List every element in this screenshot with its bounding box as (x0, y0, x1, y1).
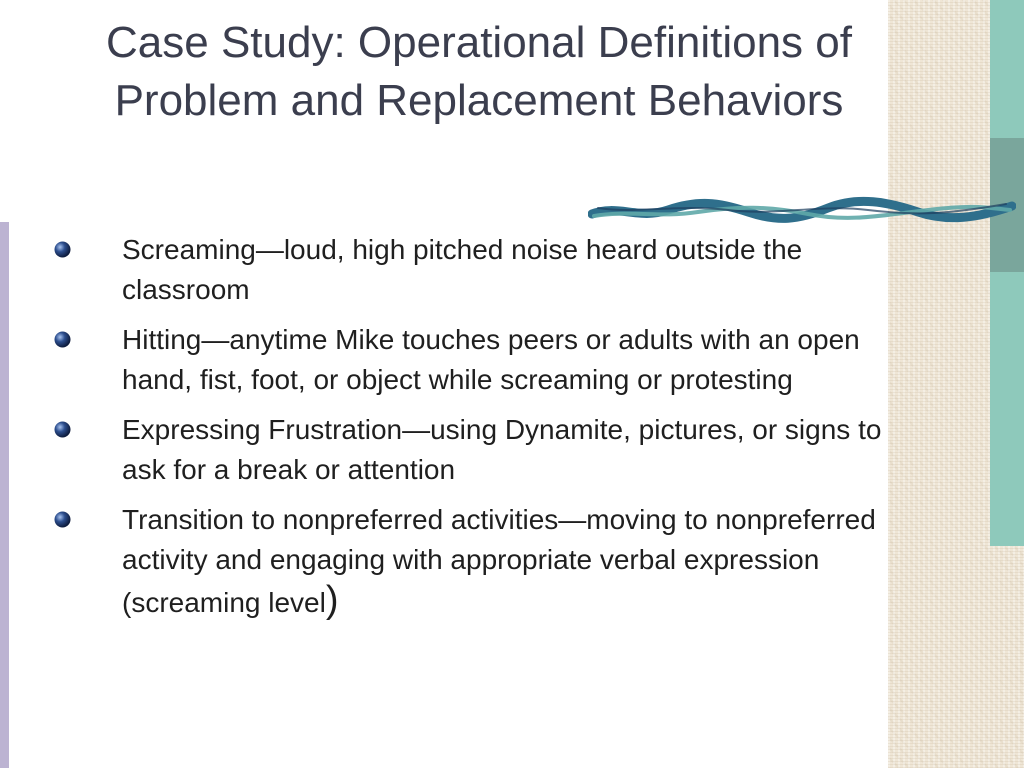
sphere-bullet-icon (54, 511, 71, 528)
bullet-item-hitting (50, 320, 910, 400)
bullet-item-screaming (50, 230, 910, 310)
sphere-bullet-icon (54, 241, 71, 258)
slide-title: Case Study: Operational Definitions of Problem and Replacement Behaviors (106, 18, 852, 125)
bullet-item-expressing-frustration (50, 410, 910, 490)
bullet-item-transition (50, 500, 910, 623)
sphere-bullet-icon (54, 331, 71, 348)
lavender-left-bar (0, 222, 9, 768)
teal-accent-strip (990, 0, 1024, 546)
bullet-text: Screaming—loud, high pitched noise heard outside the classroom (122, 234, 803, 305)
bullet-text: Expressing Frustration—using Dynamite, pictures, or signs to ask for a break or attention (122, 414, 882, 485)
squiggle-divider (588, 194, 1016, 226)
bullet-text: Transition to nonpreferred activities—moving to nonpreferred activity and engaging with appropriate verbal expression (screaming level (122, 504, 876, 618)
bullet-list (50, 230, 910, 633)
closing-parenthesis: ) (325, 579, 339, 621)
bullet-text: Hitting—anytime Mike touches peers or adults with an open hand, fist, foot, or object while screaming or protesting (122, 324, 860, 395)
sphere-bullet-icon (54, 421, 71, 438)
